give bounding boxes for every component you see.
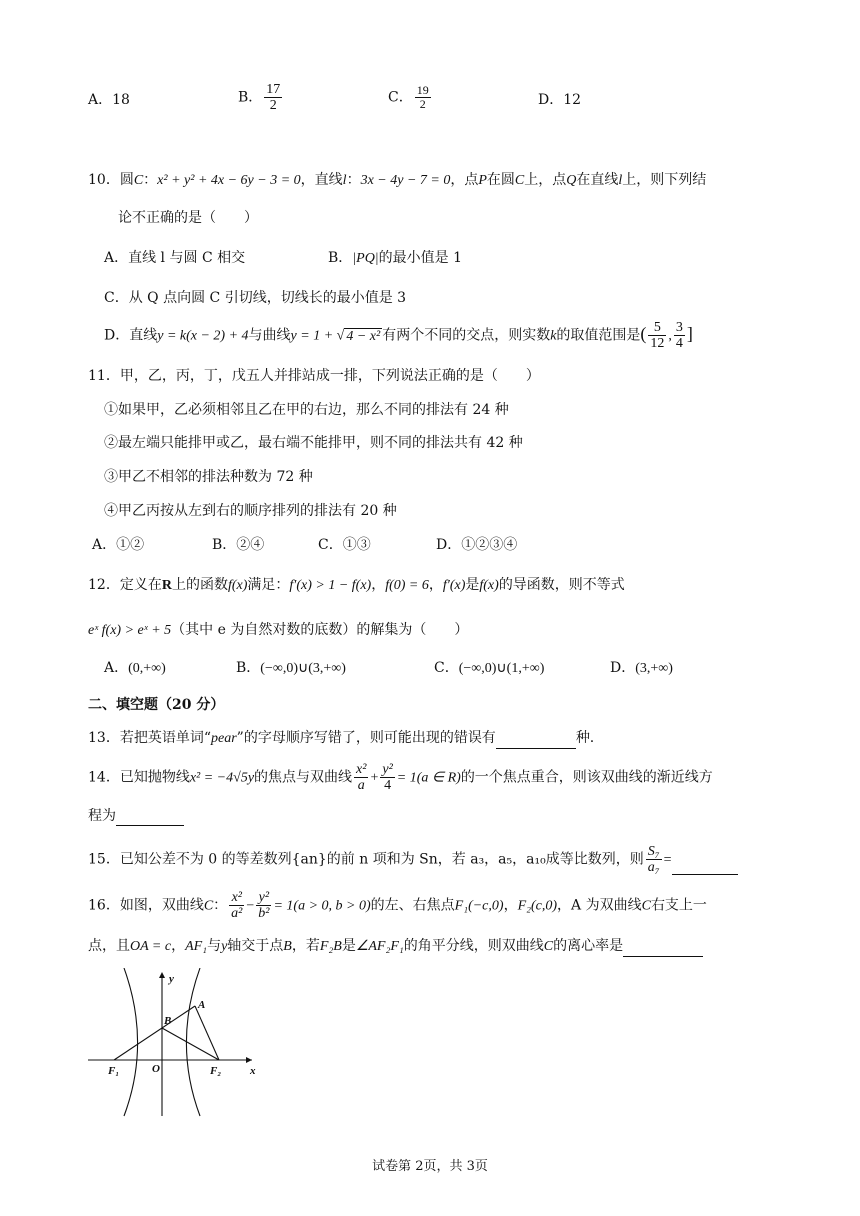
segment-bf2 [162,1028,219,1060]
y-axis-arrow [159,972,165,978]
q9-option-c: C． $\frac{19}{2}$ [388,83,429,111]
q9-option-b: B． $\frac{17}{2}$ [238,82,281,113]
q14-stem-line1: 14．已知抛物线x² = −4√5y的焦点与双曲线 $\frac{\text{x²}}{a}$ + $\frac{\text{y²}}{4}$ = 1(a ∈ R)的一个焦点重合，则该双曲线的渐近线方 [88,762,713,793]
q9-option-b-fraction: $\frac{17}{2}$ [266,82,281,113]
label-f1: F₁ [108,1065,120,1077]
page-footer: 试卷第 2页，共 3页 [372,1159,488,1174]
q14-parabola-equation: x² = −4√5y [189,770,255,786]
q14-answer-blank[interactable] [116,809,184,826]
q9-option-a: A．18 [88,92,130,108]
q12-condition-derivative: f′(x) > 1 − f(x) [289,578,372,593]
q11-statement-2: ②最左端只能排甲或乙，最右端不能排甲，则不同的排法共有 42 种 [104,435,523,451]
q12-condition-initial: f(0) = 6 [385,578,429,593]
q11-statement-4: ④甲乙丙按从左到右的顺序排列的排法有 20 种 [104,503,397,519]
q9-option-c-fraction: $\frac{19}{2}$ [416,83,429,111]
q13-answer-blank[interactable] [496,732,576,749]
label-b: B [164,1015,172,1027]
q11-option-d: D．①②③④ [436,537,518,553]
label-o: O [152,1063,160,1075]
label-a: A [198,999,206,1011]
q9-option-d: D．12 [538,92,582,108]
q12-stem-line2: eˣ f(x) > eˣ + 5（其中 e 为自然对数的底数）的解集为（ ） [88,622,469,638]
q10-option-c: C．从 Q 点向圆 C 引切线，切线长的最小值是 3 [104,290,407,306]
q14-stem-line2: 程为 [88,806,184,826]
q16-answer-blank[interactable] [623,940,703,957]
q12-option-c: C．(−∞,0)∪(1,+∞) [434,660,545,676]
label-y: y [169,973,174,985]
q11-option-b: B．②④ [212,537,265,553]
q10-option-d: D．直线y = k(x − 2) + 4与曲线y = 1 + √ 4 − x² 有两个不同的交点，则实数k的取值范围是( $\frac{5}{12}$ , $\frac{3}{4}$ ] [104,320,693,351]
hyperbola-figure [84,968,264,1118]
q12-stem-line1: 12．定义在R上的函数f(x)满足：f′(x) > 1 − f(x)，f(0) = 6，f′(x)是f(x)的导函数，则不等式 [88,577,625,593]
q16-stem-line1: 16．如图，双曲线C： $\frac{\text{x²}}{\text{a²}}$ − $\frac{\text{y²}}{\text{b²}}$ = 1(a > 0, b > 0)的左、右焦点F₁(−c,0)，F₂(c,0)，A 为双曲线C右支上一 [88,890,707,921]
q10-option-d-fraction-low: $\frac{5}{12}$ [650,320,665,351]
q12-option-a: A．(0,+∞) [104,660,166,676]
q15-fraction: $\frac{\text{S₇}}{\text{a₇}}$ [647,844,660,875]
q10-stem-line1: 10．圆C：x² + y² + 4x − 6y − 3 = 0，直线l：3x − 4y − 7 = 0，点P在圆C上，点Q在直线l上，则下列结 [88,172,707,188]
hyperbola-left-branch [124,968,138,1116]
x-axis-arrow [246,1057,252,1063]
label-x: x [250,1065,256,1077]
label-f2: F₂ [210,1065,222,1077]
segment-af1 [114,1006,195,1060]
section-fill-in-heading: 二、填空题（20 分） [88,697,225,713]
q15-answer-blank[interactable] [672,858,738,875]
q13-stem: 13．若把英语单词“pear”的字母顺序写错了，则可能出现的错误有 种. [88,728,594,749]
q10-option-d-fraction-high: $\frac{3}{4}$ [675,320,683,351]
q11-statement-3: ③甲乙不相邻的排法种数为 72 种 [104,469,313,485]
hyperbola-right-branch [187,968,201,1116]
q10-line-equation: 3x − 4y − 7 = 0 [360,173,451,188]
q12-option-d: D．(3,+∞) [610,660,673,676]
q15-stem: 15．已知公差不为 0 的等差数列{an}的前 n 项和为 Sn，若 a₃，a₅，a₁₀成等比数列，则 $\frac{\text{S₇}}{\text{a₇}}$ = [88,844,738,875]
q10-stem-line2: 论不正确的是（ ） [118,210,258,226]
q11-option-a: A．①② [92,537,145,553]
q11-statement-1: ①如果甲，乙必须相邻且乙在甲的右边，那么不同的排法有 24 种 [104,402,509,418]
q11-option-c: C．①③ [318,537,371,553]
q11-stem: 11．甲，乙，丙，丁，戊五人并排站成一排，下列说法正确的是（ ） [88,368,540,384]
q10-option-b: B．|PQ|的最小值是 1 [328,250,463,266]
q12-inequality: eˣ f(x) > eˣ + 5 [88,623,172,638]
q16-stem-line2: 点，且OA = c，AF₁与y轴交于点B，若F₂B是∠AF₂F₁的角平分线，则双曲线C的离心率是 [88,936,703,957]
q12-option-b: B．(−∞,0)∪(3,+∞) [236,660,346,676]
q10-circle-equation: x² + y² + 4x − 6y − 3 = 0 [157,173,301,188]
segment-af2 [195,1006,219,1060]
q10-option-a: A．直线 l 与圆 C 相交 [104,250,246,266]
